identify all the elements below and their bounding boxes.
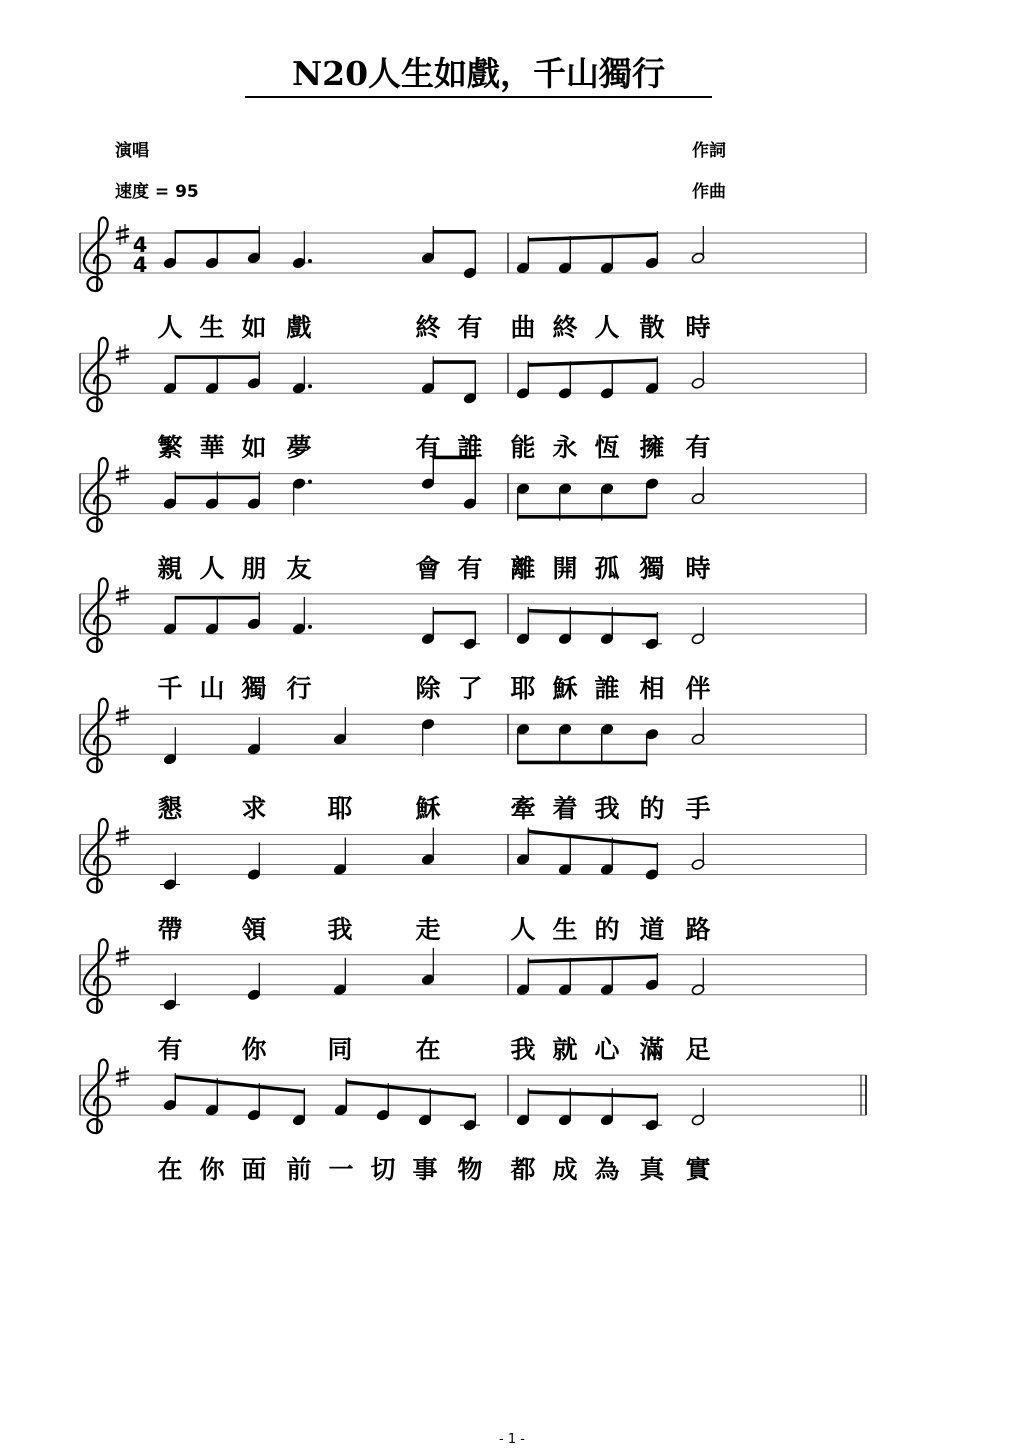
lyric-syllable: 終 bbox=[552, 313, 578, 342]
lyric-syllable: 誰 bbox=[594, 673, 620, 703]
lyric-syllable: 物 bbox=[457, 1155, 483, 1185]
lyric-syllable: 有 bbox=[685, 433, 711, 463]
time-signature-bottom: 4 bbox=[132, 253, 148, 277]
lyric-syllable: 都 bbox=[510, 1155, 536, 1185]
lyric-syllable: 切 bbox=[370, 1155, 396, 1185]
lyric-syllable: 人 bbox=[199, 553, 225, 583]
sharp-stroke bbox=[116, 838, 129, 841]
lyric-syllable: 除 bbox=[415, 673, 441, 703]
lyric-syllable: 朋 bbox=[241, 553, 267, 583]
lyric-syllable: 有 bbox=[157, 1034, 183, 1064]
beam bbox=[528, 1090, 657, 1099]
sharp-stroke bbox=[116, 951, 129, 954]
lyric-syllable: 的 bbox=[594, 914, 620, 944]
sharp-icon bbox=[116, 585, 129, 606]
lyric-syllable: 獨 bbox=[639, 553, 665, 583]
sharp-stroke bbox=[116, 958, 129, 961]
sharp-stroke bbox=[116, 229, 129, 232]
lyric-syllable: 真 bbox=[639, 1155, 665, 1185]
lyric-syllable: 道 bbox=[639, 914, 665, 944]
lyric-syllable: 如 bbox=[241, 433, 267, 463]
lyric-syllable: 千 bbox=[157, 673, 183, 703]
lyric-syllable: 在 bbox=[157, 1155, 183, 1185]
lyric-syllable: 耶 bbox=[510, 673, 536, 703]
lyric-syllable: 懇 bbox=[157, 794, 183, 824]
lyric-syllable: 就 bbox=[552, 1034, 578, 1064]
lyric-syllable: 成 bbox=[552, 1155, 578, 1185]
lyric-syllable: 一 bbox=[328, 1155, 354, 1185]
time-signature-top: 4 bbox=[132, 233, 148, 257]
lyric-syllable: 着 bbox=[552, 794, 578, 824]
lyric-syllable: 相 bbox=[639, 673, 665, 703]
treble-clef-icon bbox=[84, 458, 110, 532]
lyric-syllable: 時 bbox=[685, 553, 711, 583]
lyric-syllable: 友 bbox=[286, 553, 312, 583]
composer-label: 作曲 bbox=[692, 182, 726, 202]
lyric-syllable: 了 bbox=[457, 673, 483, 703]
augmentation-dot bbox=[308, 259, 312, 263]
beam bbox=[175, 596, 259, 600]
lyric-syllable: 同 bbox=[327, 1034, 353, 1064]
lyric-syllable: 心 bbox=[594, 1034, 620, 1064]
sharp-stroke bbox=[116, 597, 129, 600]
lyric-syllable: 我 bbox=[594, 794, 620, 824]
augmentation-dot bbox=[308, 384, 312, 388]
beam bbox=[175, 1075, 304, 1094]
sharp-stroke bbox=[116, 236, 129, 239]
beam bbox=[528, 830, 657, 849]
lyric-syllable: 求 bbox=[241, 794, 267, 824]
lyric-syllable: 有 bbox=[457, 313, 483, 342]
lyric-syllable: 穌 bbox=[415, 794, 441, 824]
lyric-syllable: 山 bbox=[199, 673, 225, 703]
sharp-stroke bbox=[116, 710, 129, 713]
page-number: - 1 - bbox=[499, 1432, 525, 1447]
lyric-syllable: 繁 bbox=[157, 433, 183, 463]
sharp-stroke bbox=[116, 470, 129, 473]
sharp-icon bbox=[116, 826, 129, 847]
beam bbox=[175, 355, 259, 359]
lyric-syllable: 你 bbox=[199, 1155, 225, 1185]
beam bbox=[518, 761, 647, 765]
lyric-syllable: 永 bbox=[552, 433, 578, 463]
treble-clef-icon bbox=[84, 578, 110, 652]
beam bbox=[528, 609, 657, 618]
lyric-syllable: 實 bbox=[685, 1155, 711, 1185]
lyric-syllable: 能 bbox=[510, 433, 536, 463]
sharp-icon bbox=[116, 1066, 129, 1087]
lyric-syllable: 夢 bbox=[286, 433, 312, 463]
lyric-syllable: 擁 bbox=[639, 433, 665, 463]
treble-clef-icon bbox=[84, 217, 110, 291]
staff-system bbox=[80, 939, 866, 1013]
staff-system bbox=[80, 1060, 866, 1134]
augmentation-dot bbox=[308, 480, 312, 484]
treble-clef-icon bbox=[84, 699, 110, 773]
lyric-syllable: 開 bbox=[552, 553, 578, 583]
lyric-syllable: 耶 bbox=[327, 794, 353, 824]
song-title: N20人生如戲，千山獨行 bbox=[291, 54, 666, 93]
treble-clef-icon bbox=[84, 1060, 110, 1134]
sharp-icon bbox=[116, 465, 129, 486]
tempo-label: 速度 = 95 bbox=[115, 182, 199, 202]
lyric-syllable: 帶 bbox=[157, 914, 183, 944]
lyric-syllable: 有 bbox=[415, 433, 441, 463]
lyric-syllable: 穌 bbox=[552, 673, 578, 703]
beam bbox=[528, 358, 657, 367]
treble-clef-icon bbox=[84, 819, 110, 893]
sharp-stroke bbox=[116, 1078, 129, 1081]
beam bbox=[433, 360, 475, 364]
sharp-stroke bbox=[116, 831, 129, 834]
lyric-syllable: 你 bbox=[241, 1034, 267, 1064]
staff-system bbox=[80, 819, 866, 893]
sharp-icon bbox=[116, 946, 129, 967]
lyric-syllable: 生 bbox=[552, 914, 578, 944]
lyric-syllable: 滿 bbox=[639, 1034, 665, 1064]
beam bbox=[528, 955, 657, 964]
sharp-icon bbox=[116, 224, 129, 245]
lyric-syllable: 戲 bbox=[286, 313, 312, 342]
lyric-syllable: 親 bbox=[157, 553, 183, 583]
lyric-syllable: 我 bbox=[327, 914, 353, 944]
lyric-syllable: 孤 bbox=[594, 553, 620, 583]
lyric-syllable: 面 bbox=[241, 1155, 267, 1185]
singer-label: 演唱 bbox=[115, 141, 149, 161]
lyric-syllable: 足 bbox=[685, 1034, 711, 1064]
lyric-syllable: 離 bbox=[510, 553, 536, 583]
lyric-syllable: 如 bbox=[241, 313, 267, 342]
lyric-syllable: 人 bbox=[157, 313, 183, 342]
sharp-stroke bbox=[116, 1071, 129, 1074]
lyric-syllable: 曲 bbox=[510, 313, 536, 342]
lyric-syllable: 在 bbox=[415, 1034, 441, 1064]
beam bbox=[433, 611, 475, 615]
lyric-syllable: 行 bbox=[286, 673, 312, 703]
lyric-syllable: 前 bbox=[286, 1155, 312, 1185]
lyric-syllable: 路 bbox=[685, 914, 711, 944]
beam bbox=[346, 1080, 475, 1099]
lyric-syllable: 誰 bbox=[457, 433, 483, 463]
beam bbox=[175, 476, 259, 480]
lyric-syllable: 人 bbox=[510, 914, 536, 944]
lyric-syllable: 生 bbox=[199, 313, 225, 342]
sharp-stroke bbox=[116, 717, 129, 720]
augmentation-dot bbox=[308, 625, 312, 629]
lyric-syllable: 手 bbox=[685, 794, 711, 824]
beam bbox=[175, 230, 259, 234]
lyric-syllable: 終 bbox=[415, 313, 441, 342]
lyric-syllable: 為 bbox=[594, 1155, 620, 1185]
staff-system bbox=[80, 217, 866, 291]
sharp-icon bbox=[116, 705, 129, 726]
lyric-syllable: 散 bbox=[639, 313, 665, 342]
lyric-syllable: 會 bbox=[415, 553, 441, 583]
lyric-syllable: 有 bbox=[457, 553, 483, 583]
lyric-syllable: 事 bbox=[412, 1155, 438, 1185]
sharp-stroke bbox=[116, 590, 129, 593]
lyricist-label: 作詞 bbox=[692, 141, 726, 161]
beam bbox=[528, 233, 657, 242]
treble-clef-icon bbox=[84, 939, 110, 1013]
lyric-syllable: 伴 bbox=[685, 673, 711, 703]
lyric-syllable: 領 bbox=[241, 914, 267, 944]
lyric-syllable: 走 bbox=[415, 914, 441, 944]
lyric-syllable: 我 bbox=[510, 1034, 536, 1064]
treble-clef-icon bbox=[84, 338, 110, 412]
beam bbox=[433, 230, 475, 234]
staff-system bbox=[80, 338, 866, 412]
staff-system bbox=[80, 699, 866, 773]
lyric-syllable: 時 bbox=[685, 313, 711, 342]
sharp-stroke bbox=[116, 356, 129, 359]
lyric-syllable: 華 bbox=[199, 433, 225, 463]
lyric-syllable: 牽 bbox=[510, 794, 536, 824]
lyric-syllable: 人 bbox=[594, 313, 620, 342]
beam bbox=[518, 515, 647, 519]
staff-system bbox=[80, 578, 866, 652]
sharp-stroke bbox=[116, 349, 129, 352]
lyric-syllable: 恆 bbox=[594, 433, 620, 463]
lyric-syllable: 的 bbox=[639, 794, 665, 824]
lyric-syllable: 獨 bbox=[241, 673, 267, 703]
sharp-icon bbox=[116, 344, 129, 365]
sharp-stroke bbox=[116, 477, 129, 480]
